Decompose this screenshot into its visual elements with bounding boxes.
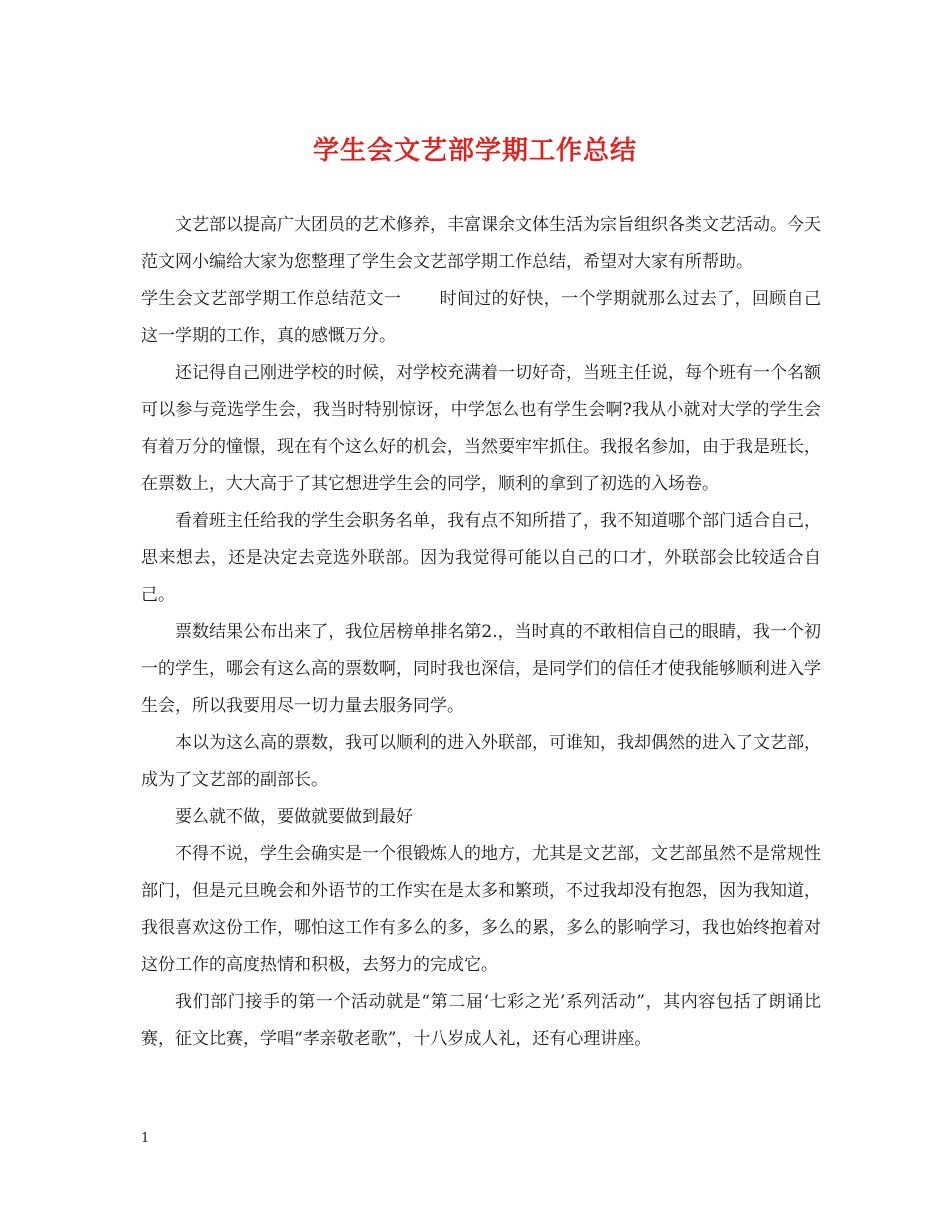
section-lead: 学生会文艺部学期工作总结范文一 [141, 289, 402, 309]
paragraph-9: 我们部门接手的第一个活动就是“第二届‘七彩之光’系列活动”，其内容包括了朗诵比赛，征文比赛，学唱“孝亲敬老歌”，十八岁成人礼，还有心理讲座。 [141, 992, 821, 1049]
document-body [141, 207, 821, 1058]
section-lead-text: 时间过的好快，一个学期就那么过去了，回顾自己这一学期的工作，真的感慨万分。 [141, 289, 822, 346]
paragraph-7: 要么就不做，要做就要做到最好 [175, 807, 413, 827]
page-number: 1 [141, 1131, 150, 1146]
paragraph-6: 本以为这么高的票数，我可以顺利的进入外联部，可谁知，我却偶然的进入了文艺部，成为了文艺部的副部长。 [141, 733, 821, 790]
paragraph-8: 不得不说，学生会确实是一个很锻炼人的地方，尤其是文艺部，文艺部虽然不是常规性部门，但是元旦晚会和外语节的工作实在是太多和繁琐，不过我却没有抱怨，因为我知道，我很喜欢这份工作，哪怕这工作有多么的多，多么的累，多么的影响学习，我也始终抱着对这份工作的高度热情和积极，去努力的完成它。 [141, 844, 821, 975]
paragraph-intro: 文艺部以提高广大团员的艺术修养，丰富课余文体生活为宗旨组织各类文艺活动。今天范文网小编给大家为您整理了学生会文艺部学期工作总结，希望对大家有所帮助。 [141, 215, 821, 272]
paragraph-4: 看着班主任给我的学生会职务名单，我有点不知所措了，我不知道哪个部门适合自己，思来想去，还是决定去竞选外联部。因为我觉得可能以自己的口才，外联部会比较适合自己。 [141, 511, 821, 605]
document-title: 学生会文艺部学期工作总结 [312, 136, 637, 166]
paragraph-3: 还记得自己刚进学校的时候，对学校充满着一切好奇，当班主任说，每个班有一个名额可以参与竞选学生会，我当时特别惊讶，中学怎么也有学生会啊?我从小就对大学的学生会有着万分的憧憬，现在有个这么好的机会，当然要牢牢抓住。我报名参加，由于我是班长，在票数上，大大高于了其它想进学生会的同学，顺利的拿到了初选的入场卷。 [141, 363, 821, 494]
paragraph-5: 票数结果公布出来了，我位居榜单排名第2.，当时真的不敢相信自己的眼睛，我一个初一的学生，哪会有这么高的票数啊，同时我也深信，是同学们的信任才使我能够顺利进入学生会，所以我要用尽一切力量去服务同学。 [141, 622, 821, 716]
paragraph-section-heading [141, 281, 821, 355]
